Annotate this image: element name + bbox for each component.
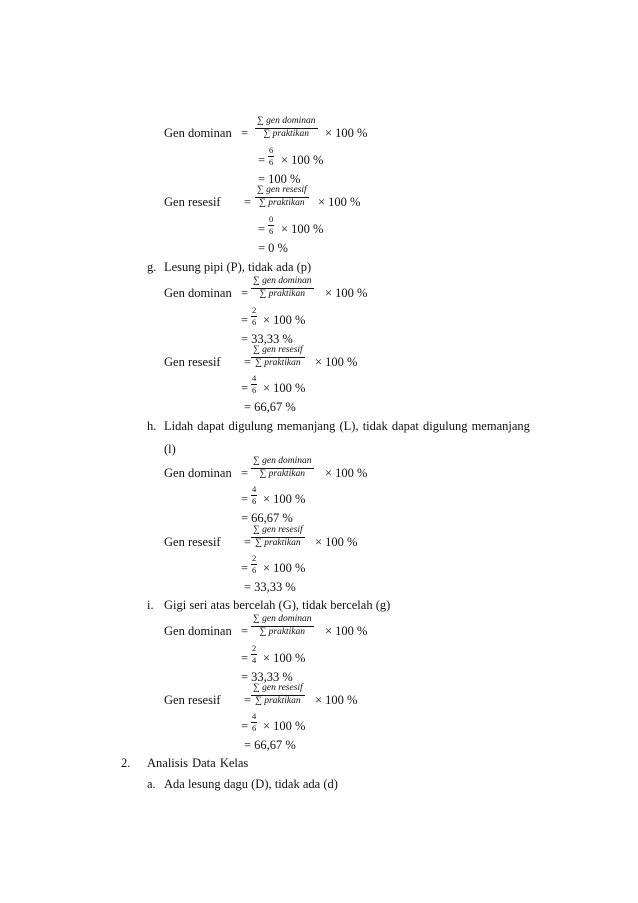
gen-dominan-label: Gen dominan [164,286,232,300]
fraction-numerator: 4 [252,484,257,494]
step-fraction [251,712,257,732]
equals-sign: = [241,492,249,506]
gen-resesif-label: Gen resesif [164,355,221,369]
result-value: = 33,33 % [241,332,293,346]
fraction-denominator: 6 [252,722,257,733]
equals-sign: = [244,195,252,209]
equals-sign: = [241,466,249,480]
list-marker: i. [147,598,154,612]
section-title-continued: (l) [164,442,176,456]
times-hundred: × 100 % [281,222,324,236]
fraction-denominator: ∑ praktikan [259,288,306,299]
result-value: = 100 % [258,172,301,186]
fraction-denominator: 6 [252,495,257,506]
fraction-denominator: 6 [252,384,257,395]
fraction-dominan [251,277,314,299]
fraction-numerator: ∑ gen dominan [251,277,314,289]
gen-resesif-label: Gen resesif [164,693,221,707]
fraction-numerator: 2 [252,553,257,563]
gen-dominan-label: Gen dominan [164,126,232,140]
times-hundred: × 100 % [263,651,306,665]
times-hundred: × 100 % [325,624,368,638]
times-hundred: × 100 % [315,535,358,549]
step-fraction [268,146,274,166]
fraction-numerator: ∑ gen resesif [255,186,309,198]
times-hundred: × 100 % [315,355,358,369]
fraction-numerator: ∑ gen resesif [251,684,305,696]
fraction-resesif [251,526,305,548]
times-hundred: × 100 % [263,719,306,733]
result-value: = 66,67 % [244,400,296,414]
equals-sign: = [241,624,249,638]
fraction-denominator: ∑ praktikan [255,537,301,548]
times-hundred: × 100 % [263,313,306,327]
times-hundred: × 100 % [325,126,368,140]
step-fraction [251,374,257,394]
step-fraction [268,215,274,235]
list-marker: h. [147,419,157,433]
equals-sign: = [244,693,252,707]
times-hundred: × 100 % [315,693,358,707]
fraction-denominator: 4 [252,654,257,665]
section-title: Ada lesung dagu (D), tidak ada (d) [164,777,338,791]
fraction-denominator: 6 [252,564,257,575]
fraction-denominator: 6 [252,316,257,327]
list-marker: a. [147,777,156,791]
gen-resesif-label: Gen resesif [164,195,221,209]
fraction-numerator: ∑ gen dominan [251,457,314,469]
gen-resesif-label: Gen resesif [164,535,221,549]
times-hundred: × 100 % [263,561,306,575]
fraction-dominan [255,117,318,139]
fraction-denominator: ∑ praktikan [259,626,306,637]
fraction-numerator: ∑ gen resesif [251,526,305,538]
step-fraction [251,644,257,664]
fraction-numerator: 2 [252,643,257,653]
result-value: = 33,33 % [244,580,296,594]
equals-sign: = [241,719,249,733]
result-value: = 33,33 % [241,670,293,684]
equals-sign: = [241,313,249,327]
fraction-resesif [251,346,305,368]
fraction-numerator: 2 [252,305,257,315]
equals-sign: = [241,561,249,575]
step-fraction [251,485,257,505]
equals-sign: = [241,126,249,140]
equals-sign: = [241,651,249,665]
gen-dominan-label: Gen dominan [164,466,232,480]
fraction-numerator: ∑ gen resesif [251,346,305,358]
fraction-denominator: 6 [269,225,274,236]
section-title: Lesung pipi (P), tidak ada (p) [164,260,312,274]
list-marker: 2. [121,756,131,770]
fraction-denominator: ∑ praktikan [259,468,306,479]
fraction-numerator: ∑ gen dominan [255,117,318,129]
result-value: = 66,67 % [244,738,296,752]
fraction-numerator: 4 [252,711,257,721]
fraction-denominator: ∑ praktikan [255,357,301,368]
fraction-dominan [251,457,314,479]
times-hundred: × 100 % [263,381,306,395]
section-title: Gigi seri atas bercelah (G), tidak bercelah (g) [164,598,391,612]
fraction-numerator: 4 [252,373,257,383]
fraction-denominator: ∑ praktikan [255,695,301,706]
gen-dominan-label: Gen dominan [164,624,232,638]
fraction-numerator: ∑ gen dominan [251,615,314,627]
equals-sign: = [258,153,266,167]
result-value: = 66,67 % [241,511,293,525]
fraction-numerator: 0 [269,214,274,224]
list-marker: g. [147,260,157,274]
result-value: = 0 % [258,241,288,255]
fraction-resesif [251,684,305,706]
fraction-denominator: 6 [269,156,274,167]
fraction-numerator: 6 [269,145,274,155]
times-hundred: × 100 % [325,286,368,300]
times-hundred: × 100 % [281,153,324,167]
section-title: Lidah dapat digulung memanjang (L), tidak dapat digulung memanjang [164,419,530,433]
times-hundred: × 100 % [325,466,368,480]
times-hundred: × 100 % [263,492,306,506]
fraction-denominator: ∑ praktikan [259,197,305,208]
section-heading: Analisis Data Kelas [147,756,249,770]
fraction-dominan [251,615,314,637]
equals-sign: = [241,381,249,395]
equals-sign: = [241,286,249,300]
times-hundred: × 100 % [318,195,361,209]
step-fraction [251,306,257,326]
equals-sign: = [244,535,252,549]
equals-sign: = [258,222,266,236]
step-fraction [251,554,257,574]
equals-sign: = [244,355,252,369]
fraction-denominator: ∑ praktikan [263,128,310,139]
fraction-resesif [255,186,309,208]
